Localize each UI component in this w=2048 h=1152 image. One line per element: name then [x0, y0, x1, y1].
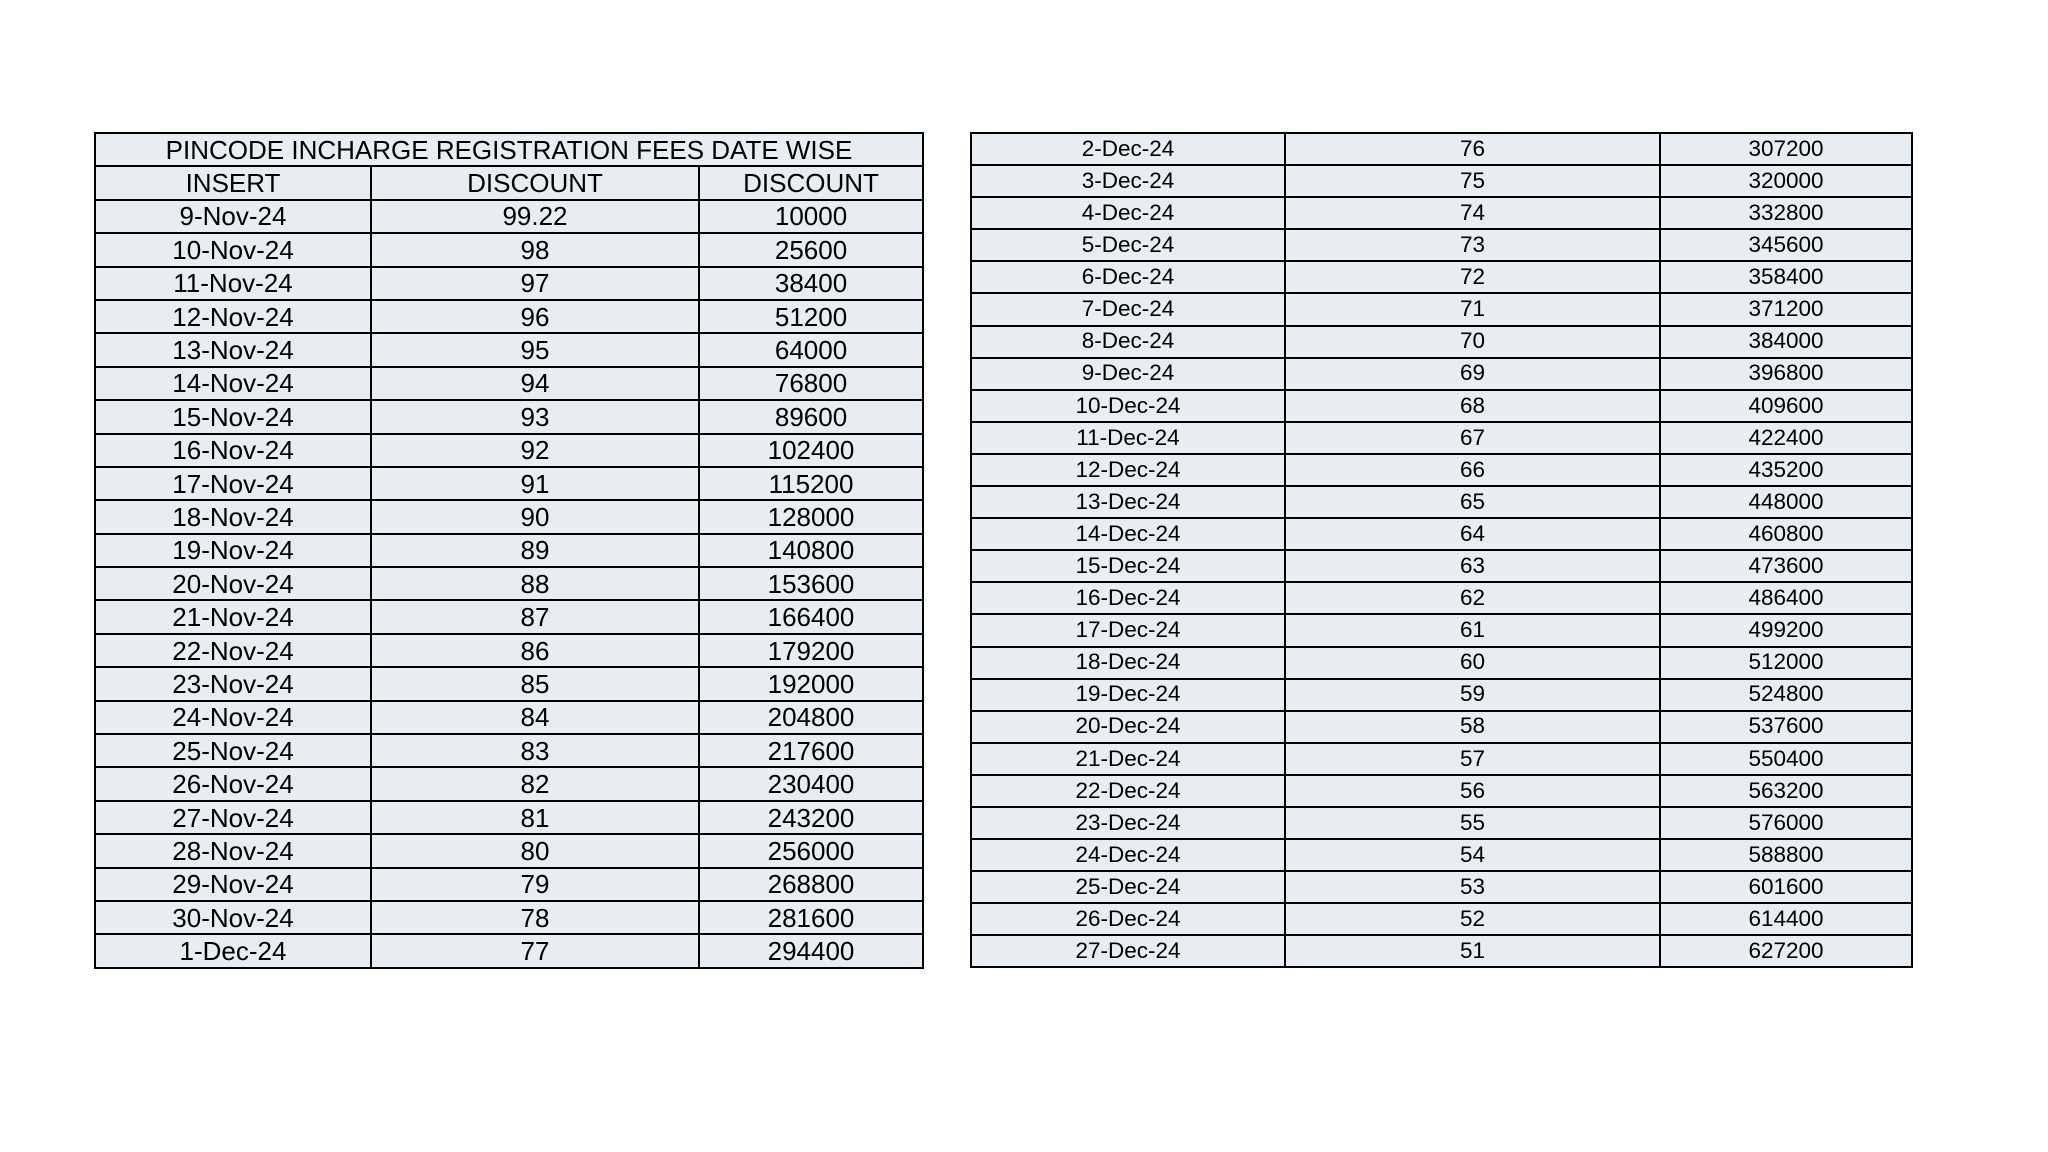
- date-cell: 14-Dec-24: [971, 518, 1285, 550]
- date-cell: 5-Dec-24: [971, 229, 1285, 261]
- header-insert: INSERT: [95, 166, 371, 199]
- discount-cell: 85: [371, 667, 699, 700]
- table-row: [971, 582, 1912, 614]
- fee-cell: 499200: [1660, 614, 1912, 646]
- fee-cell: 512000: [1660, 647, 1912, 679]
- discount-cell: 88: [371, 567, 699, 600]
- table-row: [95, 734, 923, 767]
- date-cell: 8-Dec-24: [971, 326, 1285, 358]
- discount-cell: 65: [1285, 486, 1660, 518]
- discount-cell: 80: [371, 834, 699, 867]
- discount-cell: 61: [1285, 614, 1660, 646]
- date-cell: 9-Nov-24: [95, 200, 371, 233]
- fee-cell: 358400: [1660, 261, 1912, 293]
- fee-cell: 76800: [699, 367, 923, 400]
- date-cell: 25-Dec-24: [971, 871, 1285, 903]
- table-row: [95, 701, 923, 734]
- table-row: [95, 333, 923, 366]
- date-cell: 16-Dec-24: [971, 582, 1285, 614]
- discount-cell: 93: [371, 400, 699, 433]
- table-title: PINCODE INCHARGE REGISTRATION FEES DATE WISE: [95, 133, 923, 166]
- fee-cell: 281600: [699, 901, 923, 934]
- discount-cell: 52: [1285, 903, 1660, 935]
- discount-cell: 98: [371, 233, 699, 266]
- discount-cell: 74: [1285, 197, 1660, 229]
- discount-cell: 59: [1285, 679, 1660, 711]
- date-cell: 12-Dec-24: [971, 454, 1285, 486]
- discount-cell: 81: [371, 801, 699, 834]
- date-cell: 17-Dec-24: [971, 614, 1285, 646]
- table-row: [95, 200, 923, 233]
- discount-cell: 73: [1285, 229, 1660, 261]
- fee-cell: 140800: [699, 534, 923, 567]
- date-cell: 19-Dec-24: [971, 679, 1285, 711]
- fees-table-right: [970, 132, 1913, 968]
- fee-cell: 102400: [699, 434, 923, 467]
- fees-table-left: [94, 132, 924, 969]
- fee-cell: 230400: [699, 767, 923, 800]
- discount-cell: 62: [1285, 582, 1660, 614]
- date-cell: 18-Dec-24: [971, 647, 1285, 679]
- table-row: [971, 839, 1912, 871]
- table-row: [971, 711, 1912, 743]
- date-cell: 21-Nov-24: [95, 600, 371, 633]
- discount-cell: 83: [371, 734, 699, 767]
- date-cell: 25-Nov-24: [95, 734, 371, 767]
- fee-cell: 448000: [1660, 486, 1912, 518]
- fee-cell: 627200: [1660, 935, 1912, 967]
- discount-cell: 70: [1285, 326, 1660, 358]
- date-cell: 28-Nov-24: [95, 834, 371, 867]
- fee-cell: 460800: [1660, 518, 1912, 550]
- discount-cell: 77: [371, 934, 699, 967]
- table-row: [971, 518, 1912, 550]
- date-cell: 11-Nov-24: [95, 267, 371, 300]
- date-cell: 16-Nov-24: [95, 434, 371, 467]
- table-row: [95, 500, 923, 533]
- table-row: [95, 634, 923, 667]
- fee-cell: 38400: [699, 267, 923, 300]
- discount-cell: 55: [1285, 807, 1660, 839]
- date-cell: 10-Dec-24: [971, 390, 1285, 422]
- fee-cell: 243200: [699, 801, 923, 834]
- discount-cell: 90: [371, 500, 699, 533]
- table-row: [95, 534, 923, 567]
- table-row: [95, 667, 923, 700]
- fee-cell: 537600: [1660, 711, 1912, 743]
- date-cell: 14-Nov-24: [95, 367, 371, 400]
- discount-cell: 95: [371, 333, 699, 366]
- fee-cell: 307200: [1660, 133, 1912, 165]
- date-cell: 20-Dec-24: [971, 711, 1285, 743]
- date-cell: 11-Dec-24: [971, 422, 1285, 454]
- discount-cell: 51: [1285, 935, 1660, 967]
- table-row: [971, 807, 1912, 839]
- date-cell: 23-Dec-24: [971, 807, 1285, 839]
- fee-cell: 384000: [1660, 326, 1912, 358]
- table-row: [95, 868, 923, 901]
- fee-cell: 435200: [1660, 454, 1912, 486]
- date-cell: 20-Nov-24: [95, 567, 371, 600]
- table-row: [971, 229, 1912, 261]
- fee-cell: 371200: [1660, 293, 1912, 325]
- date-cell: 12-Nov-24: [95, 300, 371, 333]
- date-cell: 13-Dec-24: [971, 486, 1285, 518]
- fee-cell: 320000: [1660, 165, 1912, 197]
- fee-cell: 256000: [699, 834, 923, 867]
- fee-cell: 128000: [699, 500, 923, 533]
- fee-cell: 192000: [699, 667, 923, 700]
- table-row: [971, 261, 1912, 293]
- fee-cell: 217600: [699, 734, 923, 767]
- table-row: [971, 454, 1912, 486]
- table-row: [971, 326, 1912, 358]
- discount-cell: 82: [371, 767, 699, 800]
- table-row: [971, 293, 1912, 325]
- date-cell: 27-Dec-24: [971, 935, 1285, 967]
- fee-cell: 25600: [699, 233, 923, 266]
- date-cell: 23-Nov-24: [95, 667, 371, 700]
- date-cell: 9-Dec-24: [971, 358, 1285, 390]
- date-cell: 24-Nov-24: [95, 701, 371, 734]
- discount-cell: 64: [1285, 518, 1660, 550]
- fee-cell: 115200: [699, 467, 923, 500]
- table-row: [95, 834, 923, 867]
- table-row: [971, 133, 1912, 165]
- fee-cell: 153600: [699, 567, 923, 600]
- fee-cell: 550400: [1660, 743, 1912, 775]
- discount-cell: 53: [1285, 871, 1660, 903]
- discount-cell: 56: [1285, 775, 1660, 807]
- discount-cell: 78: [371, 901, 699, 934]
- discount-cell: 75: [1285, 165, 1660, 197]
- table-row: [971, 935, 1912, 967]
- table-row: [971, 422, 1912, 454]
- discount-cell: 92: [371, 434, 699, 467]
- date-cell: 26-Dec-24: [971, 903, 1285, 935]
- table-row: [95, 801, 923, 834]
- date-cell: 18-Nov-24: [95, 500, 371, 533]
- discount-cell: 96: [371, 300, 699, 333]
- fee-cell: 576000: [1660, 807, 1912, 839]
- table-row: [971, 614, 1912, 646]
- fee-cell: 473600: [1660, 550, 1912, 582]
- date-cell: 27-Nov-24: [95, 801, 371, 834]
- fee-cell: 332800: [1660, 197, 1912, 229]
- discount-cell: 87: [371, 600, 699, 633]
- fee-cell: 601600: [1660, 871, 1912, 903]
- date-cell: 10-Nov-24: [95, 233, 371, 266]
- date-cell: 24-Dec-24: [971, 839, 1285, 871]
- table-row: [971, 647, 1912, 679]
- fee-cell: 64000: [699, 333, 923, 366]
- fee-cell: 51200: [699, 300, 923, 333]
- date-cell: 4-Dec-24: [971, 197, 1285, 229]
- fee-cell: 524800: [1660, 679, 1912, 711]
- date-cell: 26-Nov-24: [95, 767, 371, 800]
- fee-cell: 486400: [1660, 582, 1912, 614]
- date-cell: 2-Dec-24: [971, 133, 1285, 165]
- discount-cell: 58: [1285, 711, 1660, 743]
- fee-cell: 409600: [1660, 390, 1912, 422]
- discount-cell: 60: [1285, 647, 1660, 679]
- discount-cell: 89: [371, 534, 699, 567]
- table-row: [95, 600, 923, 633]
- header-discount-percent: DISCOUNT: [371, 166, 699, 199]
- date-cell: 15-Nov-24: [95, 400, 371, 433]
- fee-cell: 614400: [1660, 903, 1912, 935]
- table-row: [95, 300, 923, 333]
- discount-cell: 54: [1285, 839, 1660, 871]
- date-cell: 15-Dec-24: [971, 550, 1285, 582]
- discount-cell: 71: [1285, 293, 1660, 325]
- fee-cell: 345600: [1660, 229, 1912, 261]
- table-title-row: [95, 133, 923, 166]
- date-cell: 22-Dec-24: [971, 775, 1285, 807]
- table-row: [971, 903, 1912, 935]
- fee-cell: 294400: [699, 934, 923, 967]
- table-row: [971, 871, 1912, 903]
- date-cell: 13-Nov-24: [95, 333, 371, 366]
- date-cell: 6-Dec-24: [971, 261, 1285, 293]
- discount-cell: 91: [371, 467, 699, 500]
- date-cell: 21-Dec-24: [971, 743, 1285, 775]
- fee-cell: 179200: [699, 634, 923, 667]
- table-row: [95, 767, 923, 800]
- fee-cell: 166400: [699, 600, 923, 633]
- date-cell: 17-Nov-24: [95, 467, 371, 500]
- date-cell: 1-Dec-24: [95, 934, 371, 967]
- table-header-row: [95, 166, 923, 199]
- fee-cell: 563200: [1660, 775, 1912, 807]
- discount-cell: 72: [1285, 261, 1660, 293]
- discount-cell: 99.22: [371, 200, 699, 233]
- table-row: [971, 486, 1912, 518]
- fee-cell: 204800: [699, 701, 923, 734]
- header-discount-amount: DISCOUNT: [699, 166, 923, 199]
- table-row: [95, 467, 923, 500]
- table-row: [95, 934, 923, 967]
- table-row: [95, 367, 923, 400]
- discount-cell: 63: [1285, 550, 1660, 582]
- discount-cell: 97: [371, 267, 699, 300]
- discount-cell: 66: [1285, 454, 1660, 486]
- table-row: [971, 550, 1912, 582]
- date-cell: 7-Dec-24: [971, 293, 1285, 325]
- discount-cell: 79: [371, 868, 699, 901]
- table-row: [971, 775, 1912, 807]
- fee-cell: 10000: [699, 200, 923, 233]
- fee-cell: 89600: [699, 400, 923, 433]
- table-row: [971, 165, 1912, 197]
- table-row: [95, 567, 923, 600]
- fee-cell: 422400: [1660, 422, 1912, 454]
- discount-cell: 57: [1285, 743, 1660, 775]
- discount-cell: 69: [1285, 358, 1660, 390]
- discount-cell: 86: [371, 634, 699, 667]
- table-row: [95, 901, 923, 934]
- table-row: [971, 679, 1912, 711]
- discount-cell: 76: [1285, 133, 1660, 165]
- date-cell: 3-Dec-24: [971, 165, 1285, 197]
- discount-cell: 67: [1285, 422, 1660, 454]
- table-row: [95, 233, 923, 266]
- table-row: [95, 434, 923, 467]
- table-row: [95, 400, 923, 433]
- fee-cell: 588800: [1660, 839, 1912, 871]
- date-cell: 22-Nov-24: [95, 634, 371, 667]
- fee-cell: 268800: [699, 868, 923, 901]
- discount-cell: 94: [371, 367, 699, 400]
- table-row: [971, 197, 1912, 229]
- date-cell: 29-Nov-24: [95, 868, 371, 901]
- date-cell: 30-Nov-24: [95, 901, 371, 934]
- table-row: [971, 358, 1912, 390]
- discount-cell: 84: [371, 701, 699, 734]
- fee-cell: 396800: [1660, 358, 1912, 390]
- table-row: [95, 267, 923, 300]
- date-cell: 19-Nov-24: [95, 534, 371, 567]
- table-row: [971, 743, 1912, 775]
- table-row: [971, 390, 1912, 422]
- discount-cell: 68: [1285, 390, 1660, 422]
